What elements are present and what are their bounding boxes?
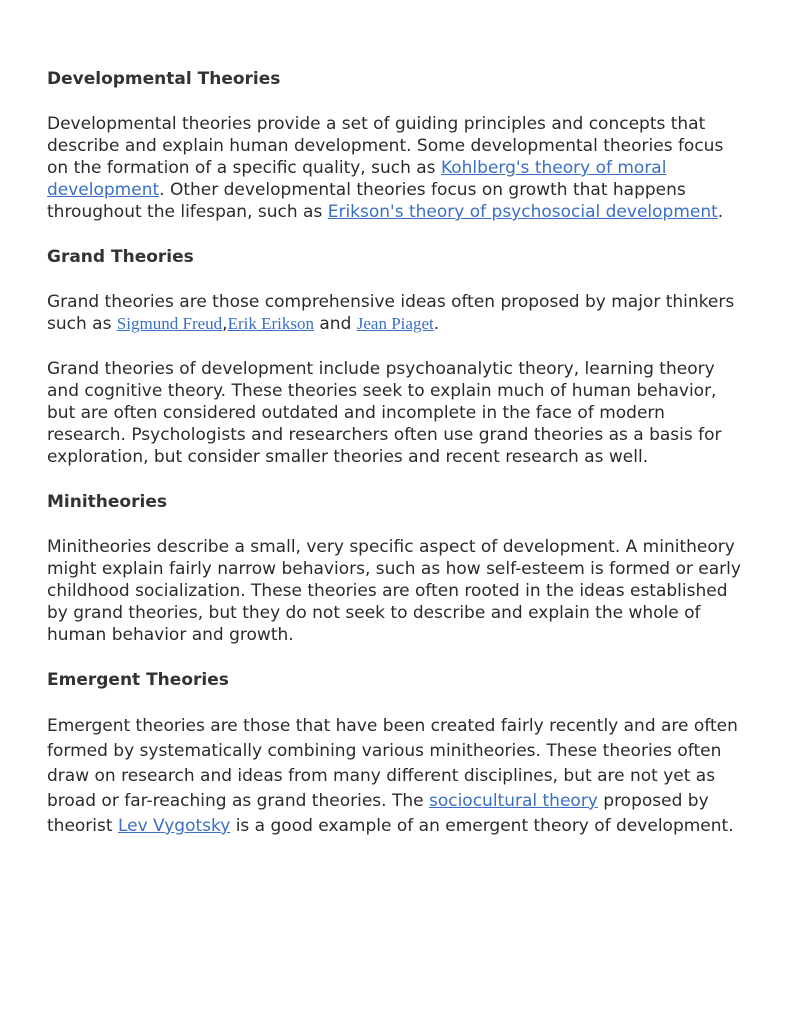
link-erikson-psychosocial-development[interactable]: Erikson's theory of psychosocial development — [327, 202, 718, 222]
paragraph-developmental-intro: Developmental theories provide a set of guiding principles and concepts that describe and explain human development. Some developmental theories focus on the formation of a specific quality, such as Kohlberg's theory of moral development. Other developmental theories focus on growth that happens throughout the lifespan, such as Erikson's theory of psychosocial development. — [47, 114, 724, 222]
link-erik-erikson[interactable]: Erik Erikson — [227, 314, 314, 333]
paragraph-grand-theories-detail: Grand theories of development include psychoanalytic theory, learning theory and cognitive theory. These theories seek to explain much of human behavior, but are often considered outdated and incomplete in the face of modern research. Psychologists and researchers often use grand theories as a basis for exploration, but consider smaller theories and recent research as well. — [47, 359, 722, 467]
heading-emergent-theories: Emergent Theories — [47, 670, 229, 690]
link-sigmund-freud[interactable]: Sigmund Freud — [116, 314, 223, 333]
paragraph-emergent-theories: Emergent theories are those that have been created fairly recently and are often formed by systematically combining various minitheories. These theories often draw on research and ideas from many different disciplines, but are not yet as broad or far-reaching as grand theories. The sociocultural theory proposed by theorist Lev Vygotsky is a good example of an emergent theory of development. — [47, 716, 738, 836]
paragraph-grand-thinkers: Grand theories are those comprehensive ideas often proposed by major thinkers such as Sigmund Freud,Erik Erikson and Jean Piaget. — [47, 292, 735, 334]
heading-minitheories: Minitheories — [47, 492, 167, 512]
link-lev-vygotsky[interactable]: Lev Vygotsky — [117, 816, 231, 836]
heading-grand-theories: Grand Theories — [47, 247, 194, 267]
link-sociocultural-theory[interactable]: sociocultural theory — [428, 791, 598, 811]
section-emergent — [47, 669, 747, 839]
paragraph-minitheories: Minitheories describe a small, very specific aspect of development. A minitheory might explain fairly narrow behaviors, such as how self-esteem is formed or early childhood socialization. These theories are often rooted in the ideas established by grand theories, but they do not seek to describe and explain the whole of human behavior and growth. — [47, 537, 741, 645]
link-jean-piaget[interactable]: Jean Piaget — [356, 314, 434, 333]
heading-developmental-theories: Developmental Theories — [47, 69, 281, 89]
document-page — [47, 68, 747, 839]
link-kohlberg-moral-development[interactable]: Kohlberg's theory of moral development — [47, 158, 667, 200]
